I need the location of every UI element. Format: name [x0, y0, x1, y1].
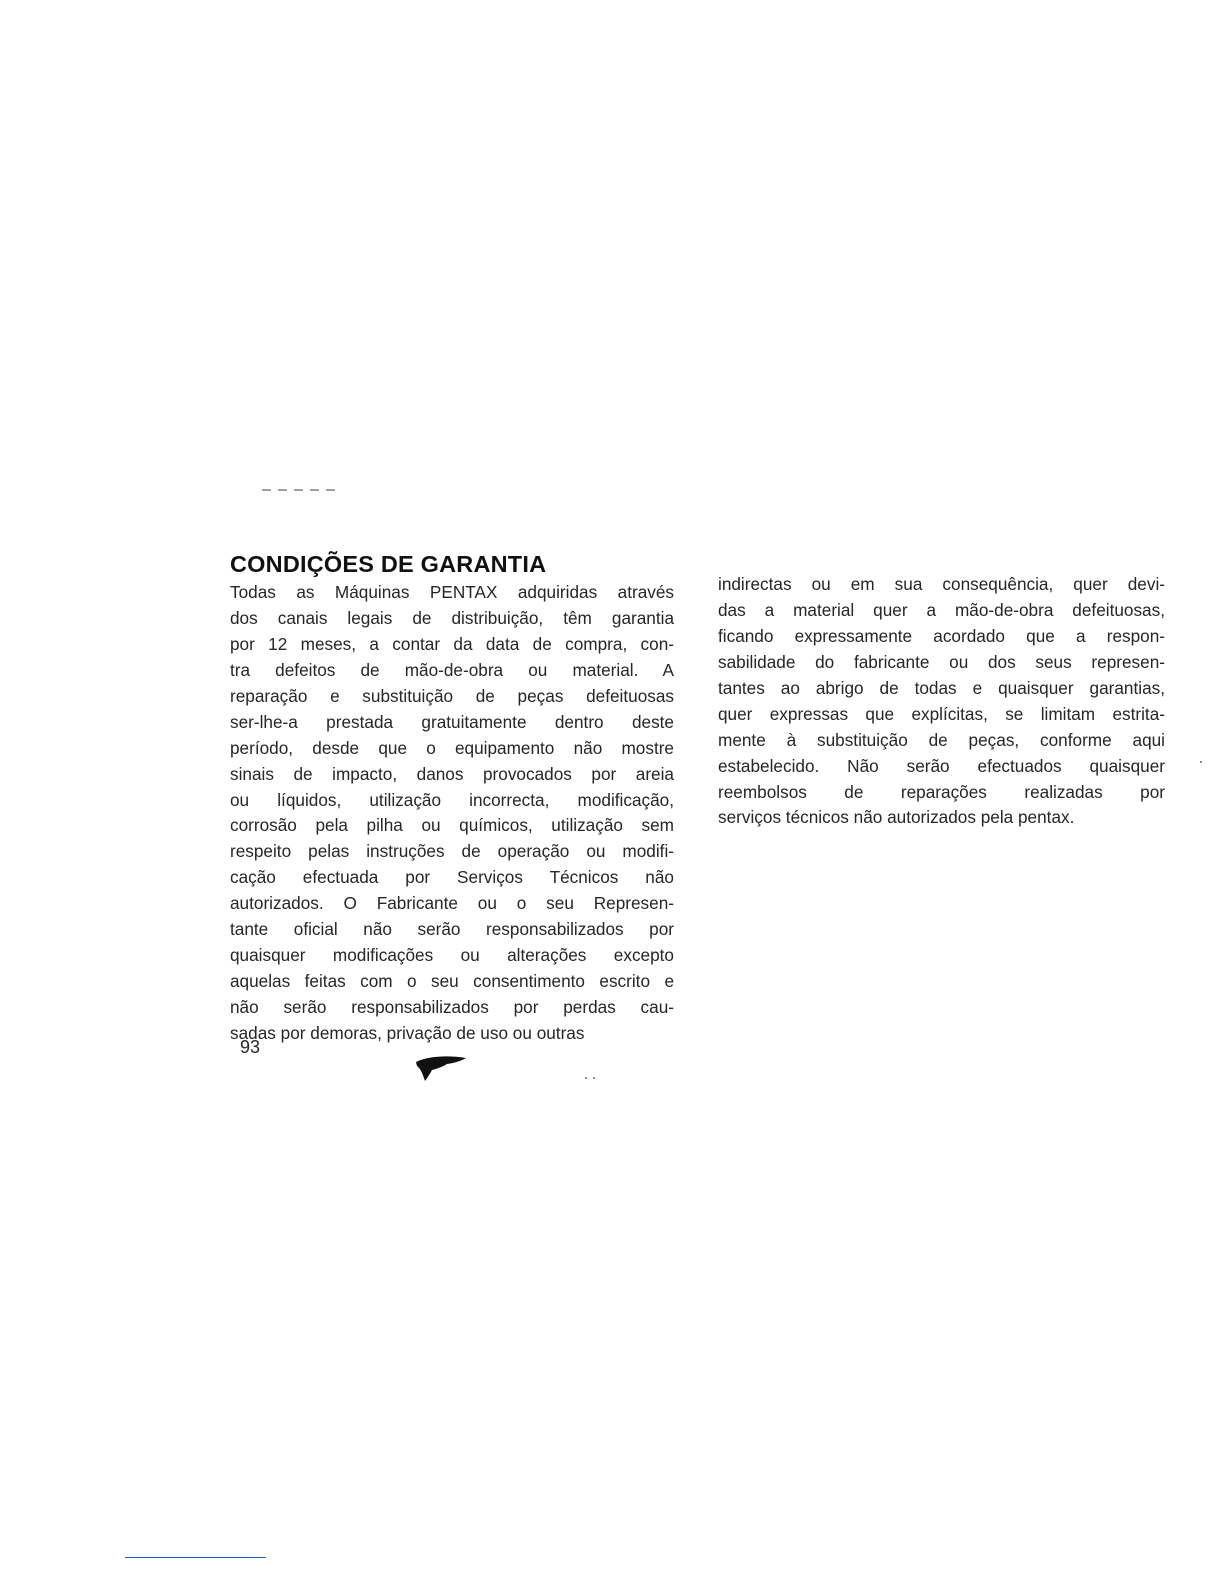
ink-smudge-mark — [414, 1052, 470, 1084]
page-title: CONDIÇÕES DE GARANTIA — [230, 551, 547, 577]
scan-speck — [593, 1077, 595, 1079]
text-line: sabilidade do fabricante ou dos seus represen- — [718, 651, 1165, 672]
text-line: tantes ao abrigo de todas e quaisquer garantias, — [718, 677, 1165, 698]
text-line: mente à substituição de peças, conforme aqui — [718, 729, 1165, 750]
text-line: dos canais legais de distribuição, têm garantia — [230, 607, 674, 628]
text-line: ou líquidos, utilização incorrecta, modificação, — [230, 789, 674, 810]
text-line: aquelas feitas com o seu consentimento escrito e — [230, 971, 674, 992]
text-line: indirectas ou em sua consequência, quer devi- — [718, 574, 1165, 594]
text-line: quer expressas que explícitas, se limitam estrita- — [718, 703, 1165, 724]
text-line: período, desde que o equipamento não mostre — [230, 737, 674, 758]
right-text-column — [718, 572, 1165, 831]
text-line: Todas as Máquinas PENTAX adquiridas através — [230, 582, 674, 602]
text-line: não serão responsabilizados por perdas cau- — [230, 997, 674, 1017]
text-line: sadas por demoras, privação de uso ou outras — [230, 1022, 585, 1043]
page-number: 93 — [240, 1037, 261, 1057]
text-line: tante oficial não serão responsabilizados por — [230, 919, 674, 940]
scan-speck — [585, 1077, 587, 1079]
text-line: serviços técnicos não autorizados pela pentax. — [718, 807, 1075, 828]
text-line: das a material quer a mão-de-obra defeituosas, — [718, 599, 1165, 620]
text-line: estabelecido. Não serão efectuados quaisquer — [718, 755, 1165, 776]
text-line: cação efectuada por Serviços Técnicos não — [230, 867, 674, 888]
text-line: reparação e substituição de peças defeituosas — [230, 685, 674, 706]
scan-artifact-dash — [262, 489, 342, 491]
bottom-rule — [125, 1557, 266, 1558]
text-line: reembolsos de reparações realizadas por — [718, 781, 1165, 802]
text-line: corrosão pela pilha ou químicos, utilização sem — [230, 815, 674, 836]
text-line: respeito pelas instruções de operação ou modifi- — [230, 841, 674, 862]
text-line: ser-lhe-a prestada gratuitamente dentro deste — [230, 711, 674, 732]
text-line: tra defeitos de mão-de-obra ou material. A — [230, 659, 674, 680]
text-line: ficando expressamente acordado que a respon- — [718, 625, 1165, 646]
text-line: sinais de impacto, danos provocados por areia — [230, 763, 674, 784]
text-line: quaisquer modificações ou alterações excepto — [230, 945, 674, 966]
scan-speck — [1200, 761, 1202, 763]
text-line: autorizados. O Fabricante ou o seu Represen- — [230, 893, 674, 914]
text-line: por 12 meses, a contar da data de compra, con- — [230, 633, 674, 654]
left-text-column — [230, 580, 674, 1047]
